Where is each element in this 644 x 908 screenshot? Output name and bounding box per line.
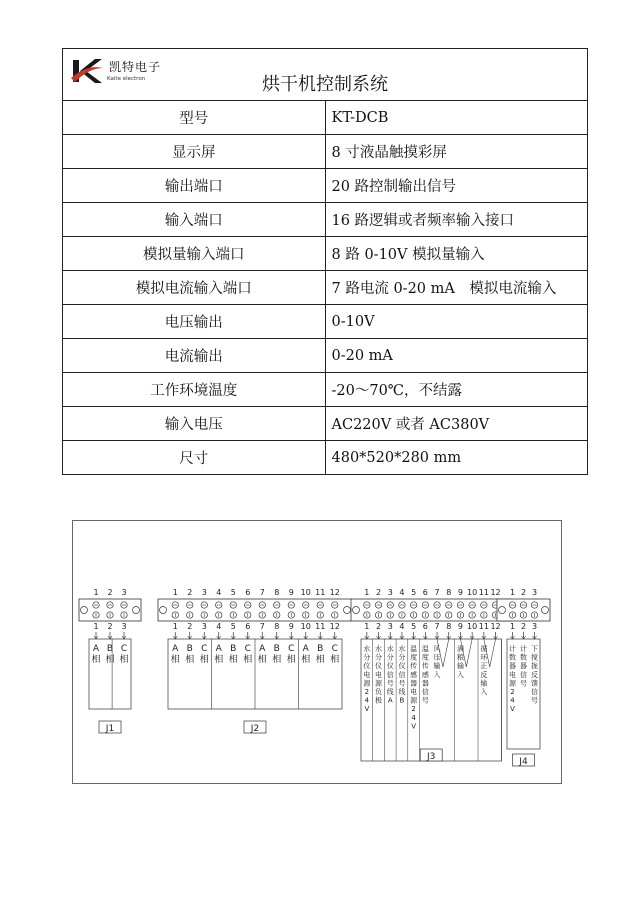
vertical-char: 下 [531,645,538,653]
vertical-char: 水 [375,645,383,653]
device-label [457,644,464,679]
vertical-char: 信 [531,688,538,696]
vertical-char: 信 [421,688,429,696]
vertical-char: C [331,644,338,654]
vertical-char: 器 [410,679,418,688]
terminal-number-top: 2 [107,588,113,597]
device-label [272,644,281,665]
vertical-char: 线 [398,688,406,696]
vertical-char: 相 [199,655,209,665]
vertical-char: 2 [510,688,515,696]
spec-label: 模拟电流输入端口 [63,271,326,305]
terminal-number-bottom: 6 [245,622,251,631]
spec-row [63,169,588,203]
vertical-char: 源 [375,679,383,688]
terminal-number-top: 4 [399,588,405,597]
vertical-char: 拢 [531,662,538,671]
wiring-diagram-svg [73,521,561,783]
device-label [229,644,238,665]
vertical-char: 线 [386,688,394,696]
device-label [287,644,296,665]
terminal-number-top: 6 [245,588,251,597]
spec-row [63,135,588,169]
terminal-number-bottom: 4 [399,622,405,631]
vertical-char: 传 [410,662,418,671]
spec-label: 显示屏 [63,135,326,169]
vertical-char: 号 [520,679,527,688]
vertical-char: 分 [398,653,406,662]
terminal-number-bottom: 3 [201,622,207,631]
end-screw-icon [344,607,351,614]
spec-label: 模拟量输入端口 [63,237,326,271]
spec-value: -20～70℃，不结露 [325,373,588,407]
spec-value: 7 路电流 0-20 mA 模拟电流输入 [325,271,588,305]
vertical-char: B [317,644,324,654]
terminal-number-top: 10 [467,588,478,597]
terminal-number-top: 3 [531,588,538,597]
terminal-number-bottom: 2 [107,622,113,631]
vertical-char: A [92,644,100,654]
spec-label: 尺寸 [63,441,326,475]
vertical-char: 入 [433,670,441,679]
vertical-char: 相 [330,655,340,665]
terminal-number-top: 4 [216,588,222,597]
vertical-char: B [230,644,237,654]
vertical-char: 反 [480,670,488,679]
device-label [387,644,394,705]
terminal-number-top: 2 [520,588,527,597]
vertical-char: 相 [105,655,115,665]
vertical-char: 压 [433,653,441,662]
terminal-number-bottom: 4 [216,622,222,631]
vertical-char: 水 [386,645,394,653]
vertical-char: 温 [410,645,418,653]
terminal-number-top: 10 [300,588,311,597]
terminal-rail [351,599,511,621]
end-screw-icon [499,607,506,614]
vertical-char: 仪 [363,662,371,671]
spec-value: 16 路逻辑或者频率输入接口 [325,203,588,237]
vertical-char: 馈 [531,679,538,688]
device-label [91,644,100,665]
vertical-char: 相 [170,655,180,665]
vertical-char: 极 [375,696,383,705]
vertical-char: 2 [411,705,416,714]
terminal-number-bottom: 11 [478,622,489,631]
spec-label: 输入电压 [63,407,326,441]
vertical-char: 信 [520,670,527,679]
vertical-char: 相 [301,655,311,665]
terminal-number-bottom: 5 [411,622,417,631]
vertical-char: 号 [421,696,429,705]
device-label [363,644,371,713]
spec-table [62,48,588,475]
vertical-char: 仪 [375,662,383,671]
vertical-char: V [411,722,417,731]
device-label [375,644,383,705]
terminal-number-bottom: 3 [531,622,538,631]
vertical-char: 感 [410,670,418,679]
spec-value: 0-20 mA [325,339,588,373]
terminal-number-bottom: 7 [434,622,440,631]
vertical-char: 传 [421,662,429,671]
terminal-number-bottom: 10 [300,622,311,631]
device-label [119,644,128,665]
vertical-char: 输 [433,662,441,671]
terminal-number-bottom: 3 [387,622,393,631]
vertical-char: 风 [433,645,441,653]
end-screw-icon [81,607,88,614]
spec-row [63,339,588,373]
spec-row [63,407,588,441]
terminal-number-bottom: 5 [230,622,236,631]
vertical-char: 电 [410,688,418,696]
spec-value: 0-10V [325,305,588,339]
connector-label: J1 [105,724,115,734]
terminal-number-bottom: 6 [422,622,428,631]
terminal-number-top: 1 [172,588,178,597]
vertical-char: A [215,644,222,654]
vertical-char: 相 [119,655,129,665]
vertical-char: B [399,696,405,705]
end-screw-icon [133,607,140,614]
vertical-char: B [106,644,114,654]
vertical-char: 温 [421,645,429,653]
vertical-char: 号 [386,679,394,688]
vertical-char: 器 [509,662,516,671]
device-label [531,645,538,705]
device-label [185,644,194,665]
device-label [301,644,310,665]
vertical-char: 电 [375,670,383,679]
terminal-number-bottom: 9 [288,622,294,631]
connector-label: J2 [250,724,260,734]
terminal-number-bottom: 11 [315,622,326,631]
spec-row [63,373,588,407]
terminal-number-bottom: 12 [490,622,501,631]
vertical-char: 信 [386,670,394,679]
spec-value: 20 路控制输出信号 [325,169,588,203]
device-label [171,644,180,665]
terminal-number-top: 6 [422,588,428,597]
vertical-char: 环 [480,653,488,662]
device-label [520,644,527,687]
spec-value: 480*520*280 mm [325,441,588,475]
terminal-number-bottom: 3 [121,622,127,631]
vertical-char: 相 [286,655,296,665]
terminal-number-top: 3 [201,588,207,597]
terminal-number-top: 7 [259,588,265,597]
end-screw-icon [542,607,549,614]
vertical-char: 4 [411,713,416,722]
terminal-number-bottom: 12 [329,622,340,631]
vertical-char: 感 [421,670,429,679]
terminal-number-top: 8 [446,588,452,597]
vertical-char: 循 [480,645,488,653]
spec-row [63,271,588,305]
vertical-char: 电 [363,670,371,679]
vertical-char: 输 [480,679,488,688]
terminal-number-bottom: 2 [187,622,193,631]
device-label [330,644,339,665]
spec-row [63,237,588,271]
logo-english-text: Kaite electron [107,76,146,82]
vertical-char: 电 [509,670,516,679]
vertical-char: 输 [456,662,464,671]
vertical-char: 数 [520,653,527,662]
terminal-number-bottom: 2 [520,622,527,631]
vertical-char: 度 [421,653,429,662]
vertical-char: 计 [509,645,516,653]
terminal-number-top: 11 [478,588,489,597]
document-title: 烘干机控制系统 [262,74,388,95]
vertical-char: 相 [185,655,195,665]
title-row [63,49,588,101]
terminal-number-top: 5 [411,588,417,597]
vertical-char: 相 [315,655,325,665]
vertical-char: 4 [510,696,515,705]
terminal-number-bottom: 1 [172,622,178,631]
terminal-number-bottom: 2 [376,622,382,631]
spec-label: 型号 [63,101,326,135]
title-cell [63,49,588,101]
vertical-char: B [273,644,280,654]
vertical-char: 源 [363,679,371,688]
device-label [214,644,223,665]
terminal-number-top: 7 [434,588,440,597]
connector-label: J4 [519,757,528,767]
vertical-char: 负 [375,688,383,696]
vertical-char: V [364,705,370,714]
vertical-char: 相 [228,655,238,665]
terminal-number-top: 2 [376,588,382,597]
spec-label: 电压输出 [63,305,326,339]
terminal-number-bottom: 8 [446,622,452,631]
vertical-char: 源 [410,696,418,705]
vertical-char: C [201,644,208,654]
vertical-char: A [387,696,393,705]
spec-label: 电流输出 [63,339,326,373]
vertical-char: 器 [520,662,527,671]
terminal-rail [158,599,352,621]
device-label [316,644,325,665]
vertical-char: 仪 [386,662,394,671]
vertical-char: V [510,705,515,714]
vertical-char: B [186,644,193,654]
terminal-number-top: 1 [93,588,99,597]
device-label [398,644,405,705]
terminal-number-top: 9 [288,588,294,597]
terminal-number-top: 12 [329,588,340,597]
spec-value: 8 寸液晶触摸彩屏 [325,135,588,169]
vertical-char: 水 [363,645,371,653]
terminal-number-bottom: 1 [509,622,516,631]
device-label [258,644,267,665]
vertical-char: 信 [398,670,406,679]
vertical-char: 满 [456,645,464,653]
spec-label: 工作环境温度 [63,373,326,407]
vertical-char: 号 [398,679,406,688]
vertical-char: 号 [531,696,538,705]
vertical-char: 搅 [531,653,538,662]
device-label [422,644,429,705]
vertical-char: 分 [375,653,383,662]
vertical-char: 入 [456,670,464,679]
device-label [410,644,418,730]
device-label [200,644,209,665]
spec-row [63,101,588,135]
device-label [434,644,441,679]
terminal-number-bottom: 10 [467,622,478,631]
spec-label: 输出端口 [63,169,326,203]
vertical-char: 数 [509,653,516,662]
vertical-char: 分 [363,653,371,662]
vertical-char: 相 [214,655,224,665]
vertical-char: A [259,644,266,654]
vertical-char: C [120,644,128,654]
device-label [509,644,517,713]
vertical-char: A [172,644,179,654]
terminal-number-top: 1 [364,588,370,597]
spec-row [63,305,588,339]
wiring-diagram [72,520,562,784]
terminal-number-top: 1 [509,588,516,597]
vertical-char: 水 [398,645,406,653]
end-screw-icon [353,607,360,614]
vertical-char: 相 [91,655,101,665]
terminal-number-top: 3 [121,588,127,597]
spec-row [63,203,588,237]
terminal-number-bottom: 8 [274,622,280,631]
logo-chinese-text: 凯特电子 [109,60,162,74]
vertical-char: 2 [364,688,370,696]
vertical-char: 反 [531,670,538,679]
vertical-char: 相 [272,655,282,665]
terminal-number-top: 11 [315,588,326,597]
vertical-char: 4 [364,696,370,705]
terminal-number-bottom: 9 [457,622,463,631]
vertical-char: 度 [410,653,418,662]
end-screw-icon [160,607,167,614]
terminal-number-top: 8 [274,588,280,597]
vertical-char: C [244,644,251,654]
terminal-number-bottom: 7 [259,622,265,631]
vertical-char: 粮 [456,653,464,662]
device-label [243,644,252,665]
vertical-char: 器 [421,679,429,688]
terminal-number-bottom: 1 [364,622,370,631]
vertical-char: 分 [386,653,394,662]
terminal-number-top: 2 [187,588,193,597]
terminal-number-top: 9 [457,588,463,597]
vertical-char: A [302,644,309,654]
terminal-number-top: 12 [490,588,501,597]
device-label [105,644,114,665]
spec-value: AC220V 或者 AC380V [325,407,588,441]
terminal-number-bottom: 1 [93,622,99,631]
vertical-char: C [288,644,295,654]
vertical-char: 相 [243,655,253,665]
vertical-char: 正 [480,662,488,671]
vertical-char: 计 [520,645,527,653]
device-label [480,644,488,696]
vertical-char: 入 [480,688,488,696]
connector-label: J3 [427,752,436,762]
spec-row [63,441,588,475]
spec-value: KT-DCB [325,101,588,135]
vertical-char: 源 [509,679,516,688]
terminal-number-top: 5 [230,588,236,597]
vertical-char: 相 [257,655,267,665]
vertical-char: 仪 [398,662,406,671]
spec-value: 8 路 0-10V 模拟量输入 [325,237,588,271]
terminal-number-top: 3 [387,588,393,597]
spec-label: 输入端口 [63,203,326,237]
